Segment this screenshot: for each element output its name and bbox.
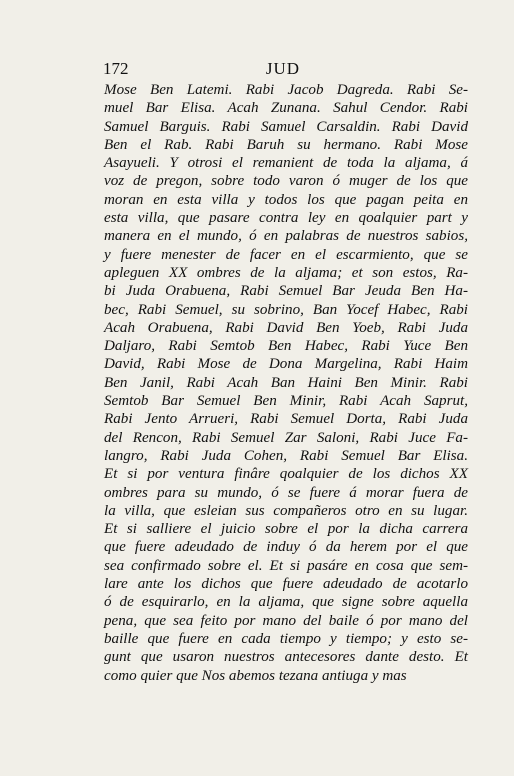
body-text — [104, 81, 468, 685]
text-line: moran en esta villa y todos los que pagan peita en — [104, 191, 468, 208]
text-line: y fuere menester de facer en el escarmiento, que se — [104, 246, 468, 263]
running-head: JUD — [265, 59, 301, 78]
text-line: Ben Janil, Rabi Acah Ban Haini Ben Minir. Rabi — [104, 374, 468, 391]
text-line: ombres para su mundo, ó se fuere á morar fuera de — [104, 484, 468, 501]
page-header — [103, 60, 463, 78]
text-line: bi Juda Orabuena, Rabi Semuel Bar Jeuda Ben Ha- — [104, 283, 468, 300]
text-line: Asayueli. Y otrosi el remanient de toda la aljama, á — [104, 155, 468, 172]
text-line: del Rencon, Rabi Semuel Zar Saloni, Rabi Juce Fa- — [104, 429, 468, 446]
text-line: Rabi Jento Arrueri, Rabi Semuel Dorta, Rabi Juda — [104, 411, 468, 428]
text-line: baille que fuere en cada tiempo y tiempo; y esto se- — [104, 630, 468, 647]
text-line: bec, Rabi Semuel, su sobrino, Ban Yocef Habec, Rabi — [104, 301, 468, 318]
text-line: esta villa, que pasare contra ley en qoalquier part y — [104, 210, 468, 227]
text-line: pena, que sea feito por mano del baile ó por mano del — [104, 612, 468, 629]
text-line: manera en el mundo, ó en palabras de nuestros sabios, — [104, 228, 468, 245]
text-line: Et si salliere el juicio sobre el por la dicha carrera — [104, 521, 468, 538]
text-line: sea confirmado sobre el. Et si pasáre en cosa que sem- — [104, 557, 468, 574]
text-line: Samuel Barguis. Rabi Samuel Carsaldin. Rabi David — [104, 118, 468, 135]
text-line: apleguen XX ombres de la aljama; et son estos, Ra- — [104, 264, 468, 281]
text-line: ó de esquirarlo, en la aljama, que signe sobre aquella — [104, 594, 468, 611]
text-line: gunt que usaron nuestros antecesores dante desto. Et — [104, 649, 468, 666]
text-line: lare ante los dichos que fuere adeudado de acotarlo — [104, 576, 468, 593]
text-line: voz de pregon, sobre todo varon ó muger de los que — [104, 173, 468, 190]
text-line: como quier que Nos abemos tezana antiuga y mas — [104, 667, 407, 684]
page-number: 172 — [103, 59, 129, 78]
text-line: langro, Rabi Juda Cohen, Rabi Semuel Bar Elisa. — [104, 447, 468, 464]
text-line: Et si por ventura finâre qoalquier de los dichos XX — [104, 466, 468, 483]
text-line: muel Bar Elisa. Acah Zunana. Sahul Cendor. Rabi — [104, 100, 468, 117]
text-line: Acah Orabuena, Rabi David Ben Yoeb, Rabi Juda — [104, 319, 468, 336]
text-line: la villa, que esleian sus compañeros otro en su lugar. — [104, 502, 468, 519]
text-line: David, Rabi Mose de Dona Margelina, Rabi Haim — [104, 356, 468, 373]
text-line: Daljaro, Rabi Semtob Ben Habec, Rabi Yuce Ben — [104, 338, 468, 355]
text-line: que fuere adeudado de induy ó da herem por el que — [104, 539, 468, 556]
text-line: Ben el Rab. Rabi Baruh su hermano. Rabi Mose — [104, 136, 468, 153]
text-line: Mose Ben Latemi. Rabi Jacob Dagreda. Rabi Se- — [104, 82, 468, 98]
text-line: Semtob Bar Semuel Ben Minir, Rabi Acah Saprut, — [104, 393, 468, 410]
